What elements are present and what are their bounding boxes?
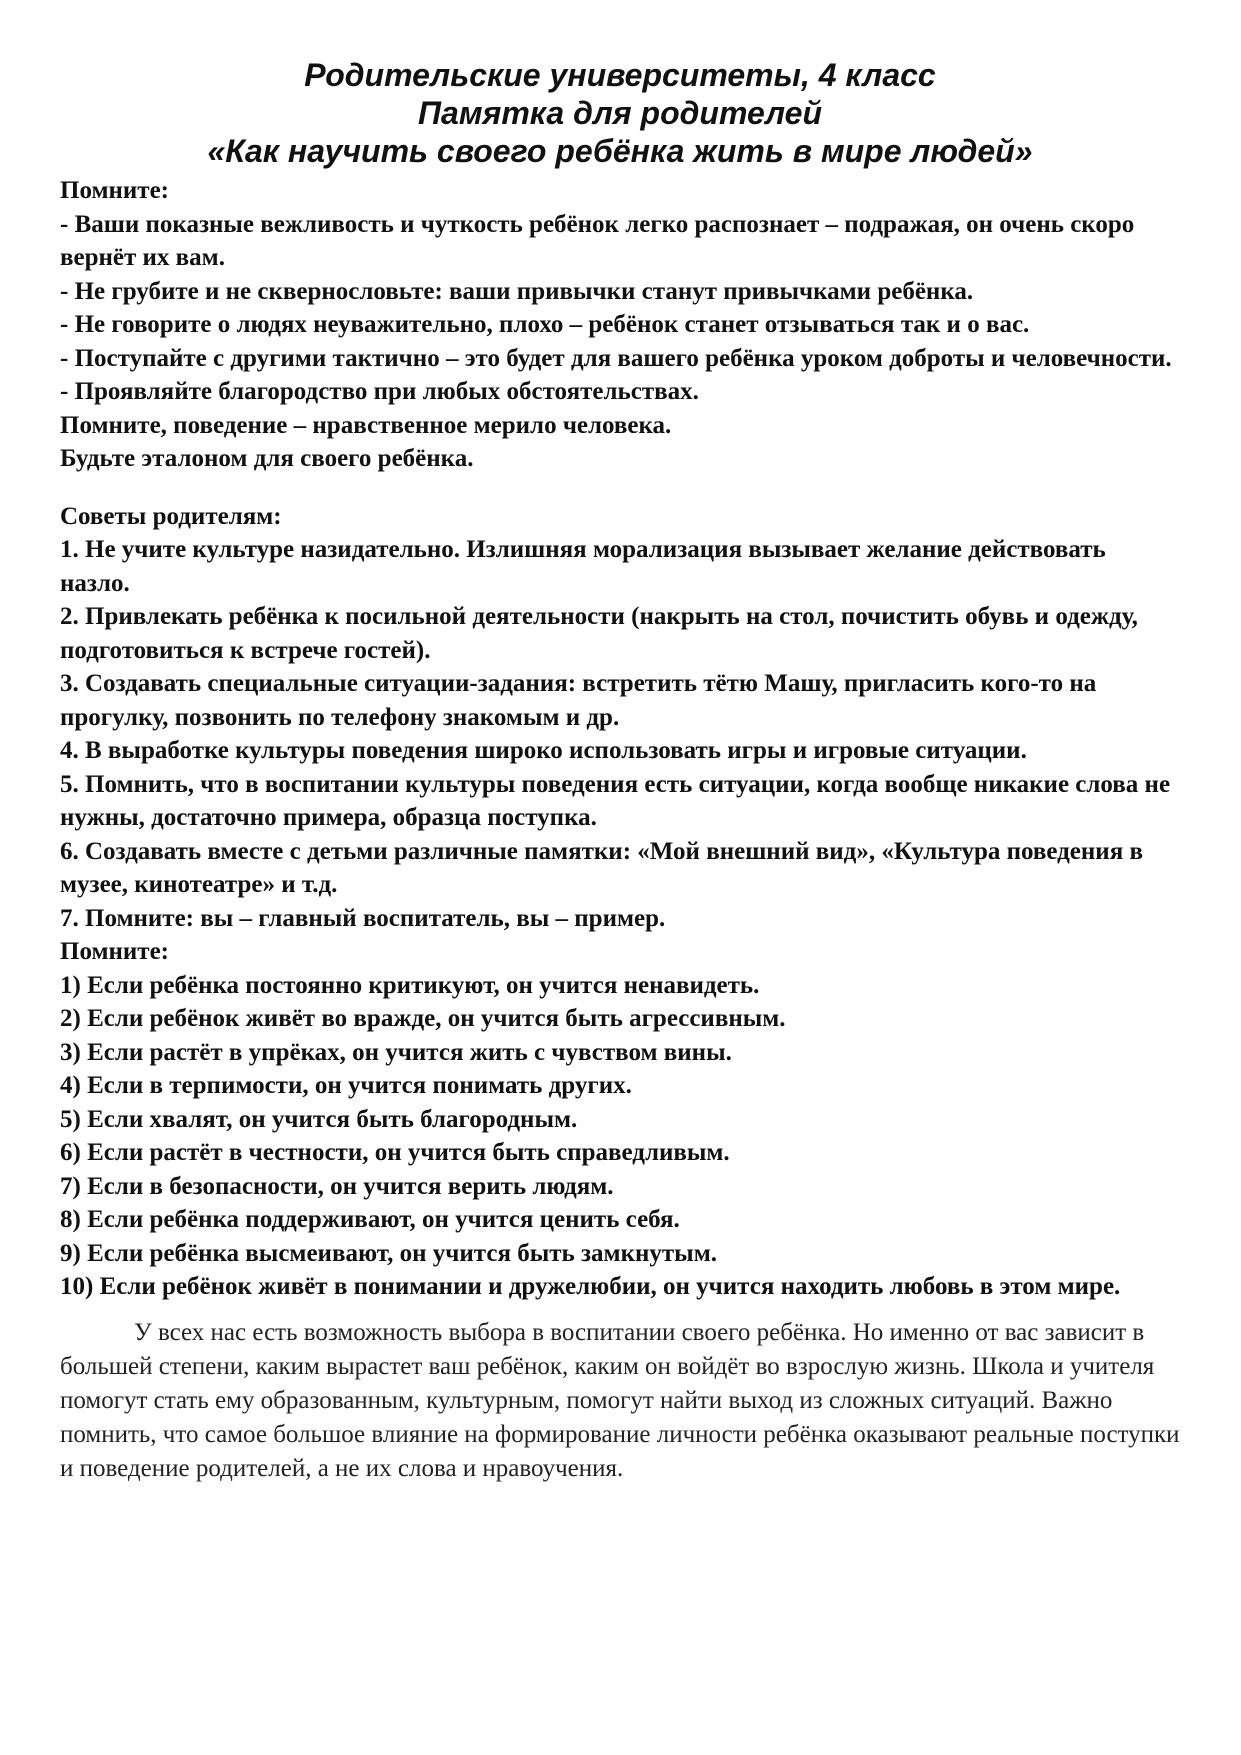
- section-remember: [60, 174, 1180, 476]
- document-title: [60, 56, 1180, 170]
- list-item: 3) Если растёт в упрёках, он учится жить с чувством вины.: [60, 1038, 732, 1066]
- title-line-3: «Как научить своего ребёнка жить в мире людей»: [207, 133, 1033, 169]
- list-item: - Поступайте с другими тактично – это будет для вашего ребёнка уроком доброты и человечности.: [60, 344, 1172, 372]
- list-item: 5. Помнить, что в воспитании культуры поведения есть ситуации, когда вообще никакие слова не нужны, достаточно примера, образца поступка.: [60, 770, 1171, 831]
- list-item: - Не грубите и не сквернословьте: ваши привычки станут привычками ребёнка.: [60, 277, 974, 305]
- list-item: 7. Помните: вы – главный воспитатель, вы – пример.: [60, 904, 666, 932]
- section-heading: Советы родителям:: [60, 502, 282, 530]
- list-item: - Не говорите о людях неуважительно, плохо – ребёнок станет отзываться так и о вас.: [60, 311, 1030, 338]
- list-item: 7) Если в безопасности, он учится верить людям.: [60, 1172, 614, 1200]
- list-item: 4) Если в терпимости, он учится понимать других.: [60, 1072, 632, 1099]
- section-remember-2: [60, 935, 1180, 1304]
- list-item: 6) Если растёт в честности, он учится быть справедливым.: [60, 1139, 730, 1166]
- document-page: [60, 56, 1180, 1511]
- list-item: 3. Создавать специальные ситуации-задания: встретить тётю Машу, пригласить кого-то на прогулку, позвонить по телефону знакомым и др.: [60, 670, 1097, 731]
- closing-paragraph: У всех нас есть возможность выбора в воспитании своего ребёнка. Но именно от вас зависит в большей степени, каким вырастет ваш ребёнок, каким он войдёт во взрослую жизнь. Школа и учителя помогут стать ему образованным, культурным, помогут найти выход из сложных ситуаций. Важно помнить, что самое большое влияние на формирование личности ребёнка оказывают реальные поступки и поведение родителей, а не их слова и нравоучения.: [60, 1318, 1180, 1482]
- section-heading: Помните:: [60, 938, 170, 965]
- section-advice: [60, 500, 1180, 936]
- list-item: - Проявляйте благородство при любых обстоятельствах.: [60, 378, 699, 405]
- title-line-1: Родительские университеты, 4 класс: [304, 57, 936, 93]
- closing-line: Будьте эталоном для своего ребёнка.: [60, 445, 474, 472]
- list-item: 2. Привлекать ребёнка к посильной деятельности (накрыть на стол, почистить обувь и одежду, подготовиться к встрече гостей).: [60, 603, 1138, 664]
- closing-line: Помните, поведение – нравственное мерило человека.: [60, 411, 672, 439]
- list-item: 4. В выработке культуры поведения широко использовать игры и игровые ситуации.: [60, 737, 1027, 764]
- list-item: 8) Если ребёнка поддерживают, он учится ценить себя.: [60, 1206, 680, 1233]
- title-line-2: Памятка для родителей: [418, 95, 822, 131]
- list-item: 1) Если ребёнка постоянно критикуют, он учится ненавидеть.: [60, 971, 760, 999]
- list-item: 5) Если хвалят, он учится быть благородным.: [60, 1105, 578, 1133]
- list-item: 1. Не учите культуре назидательно. Излишняя морализация вызывает желание действовать назло.: [60, 536, 1106, 597]
- section-divider: [60, 476, 1180, 500]
- list-item: - Ваши показные вежливость и чуткость ребёнок легко распознает – подражая, он очень скоро вернёт их вам.: [60, 210, 1135, 271]
- list-item: 6. Создавать вместе с детьми различные памятки: «Мой внешний вид», «Культура поведения в музее, кинотеатре» и т.д.: [60, 837, 1143, 898]
- list-item: 10) Если ребёнок живёт в понимании и дружелюбии, он учится находить любовь в этом мире.: [60, 1273, 1121, 1300]
- list-item: 2) Если ребёнок живёт во вражде, он учится быть агрессивным.: [60, 1005, 786, 1032]
- section-heading: Помните:: [60, 177, 170, 204]
- list-item: 9) Если ребёнка высмеивают, он учится быть замкнутым.: [60, 1239, 717, 1267]
